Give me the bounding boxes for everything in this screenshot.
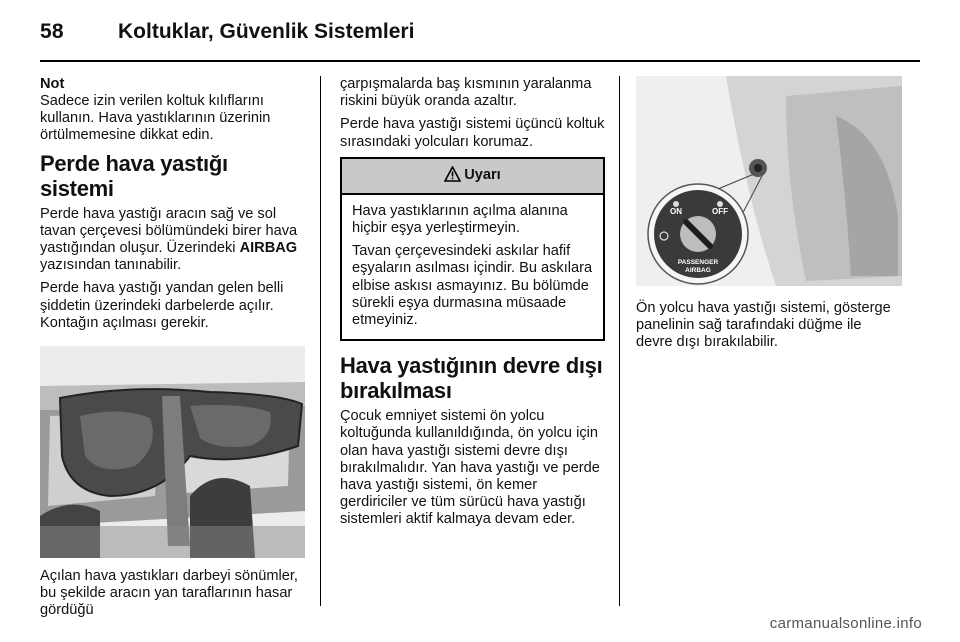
column-2 <box>340 76 605 535</box>
section-heading-curtain-airbag: Perde hava yastığı sistemi <box>40 150 228 201</box>
chapter-title: Koltuklar, Güvenlik Sistemleri <box>118 20 415 43</box>
section-heading-airbag-deactivation: Hava yastığının devre dışı bırakılması <box>340 353 603 404</box>
warning-paragraph-2: Tavan çerçevesindeki askılar hafif eşyaların asılması içindir. Bu askılara elbise askısı asmayınız. Bu bölümde sürekli eşya durmasına müsaade etmeyiniz. <box>352 243 593 329</box>
switch-passenger-label: PASSENGER <box>677 259 719 266</box>
curtain-airbag-paragraph-1: Perde hava yastığı aracın sağ ve sol tavan çerçevesi bölümündeki birer hava yastığından oluşur. Üzerindeki AIRBAG yazısından tanınabilir. <box>40 205 298 274</box>
note-title: Not <box>40 76 65 92</box>
switch-on-label: ON <box>670 207 682 216</box>
warning-header <box>342 159 603 195</box>
header-rule <box>40 60 920 62</box>
page-header <box>40 18 920 52</box>
curtain-airbag-photo <box>40 346 305 558</box>
switch-off-label: OFF <box>712 207 728 216</box>
column2-paragraph-1: çarpışmalarda baş kısmının yaralanma riskini büyük oranda azaltır. <box>340 76 592 110</box>
curtain-photo-caption: Açılan hava yastıkları darbeyi sönümler, bu şekilde aracın yan taraflarının hasar gördüğü <box>40 568 298 619</box>
warning-triangle-icon <box>444 166 461 186</box>
deactivation-paragraph: Çocuk emniyet sistemi ön yolcu koltuğunda kullanıldığında, ön yolcu için olan hava yastığı sistemi devre dışı bırakılmalıdır. Yan hava yastığı ve perde hava yastığı sistemi, ön kemer gerdiriciler ve tüm sürücü hava yastığı sistemleri aktif kalmaya devam eder. <box>340 408 600 528</box>
switch-photo-caption: Ön yolcu hava yastığı sistemi, gösterge panelinin sağ tarafındaki düğme ile devre dışı bırakılabilir. <box>636 300 891 351</box>
airbag-off-icon <box>717 201 723 207</box>
column-3 <box>636 76 902 358</box>
watermark: carmanualsonline.info <box>769 615 922 632</box>
curtain-airbag-paragraph-2: Perde hava yastığı yandan gelen belli şiddetin üzerindeki darbelerde açılır. Kontağın açılması gerekir. <box>40 280 284 331</box>
column-divider-2 <box>619 76 620 606</box>
switch-airbag-label: AIRBAG <box>685 267 711 274</box>
column-1 <box>40 76 305 626</box>
column-divider-1 <box>320 76 321 606</box>
warning-box <box>340 157 605 341</box>
airbag-on-icon <box>673 201 679 207</box>
warning-body <box>342 195 603 339</box>
airbag-switch-photo <box>636 76 902 286</box>
warning-title: Uyarı <box>464 166 501 183</box>
column2-paragraph-2: Perde hava yastığı sistemi üçüncü koltuk sırasındaki yolcuları korumaz. <box>340 116 605 150</box>
note-text: Sadece izin verilen koltuk kılıflarını kullanın. Hava yastıklarının üzerinin örtülmemesine dikkat edin. <box>40 93 271 144</box>
airbag-label-text: AIRBAG <box>239 240 298 257</box>
warning-paragraph-1: Hava yastıklarının açılma alanına hiçbir eşya yerleştirmeyin. <box>352 202 568 237</box>
page-number: 58 <box>40 20 64 43</box>
